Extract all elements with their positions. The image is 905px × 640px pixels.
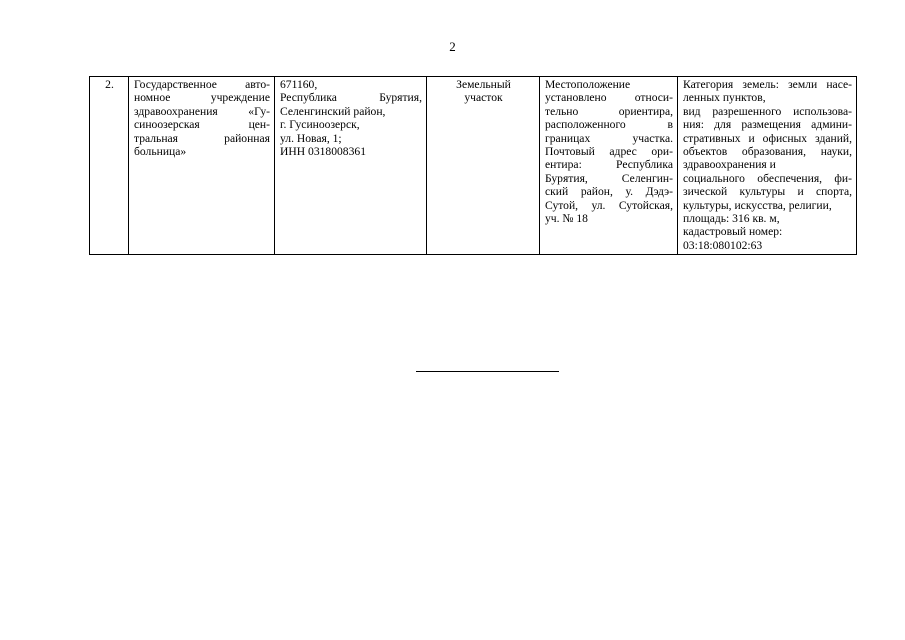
page-number: 2 xyxy=(449,39,456,54)
address-line: ИНН 0318008361 xyxy=(280,145,366,159)
table-row xyxy=(90,77,857,255)
location-line: Бурятия, Селенгин- xyxy=(545,171,673,185)
location-line: Сутой, ул. Сутойская, xyxy=(545,198,673,212)
details-line: ния: для размещения админи- xyxy=(683,118,852,132)
location-line: ский район, у. Дэдэ- xyxy=(545,185,673,199)
details-line: площадь: 316 кв. м, xyxy=(683,212,780,226)
details-line: стративных и офисных зданий, xyxy=(683,131,852,145)
location-line: границах участка. xyxy=(545,131,673,145)
details-line: объектов образования, науки, xyxy=(683,145,852,159)
location-line: уч. № 18 xyxy=(545,212,588,226)
organization-line: Государственное авто- xyxy=(134,78,270,91)
details-line: вид разрешенного использова- xyxy=(683,104,852,118)
details-line: зической культуры и спорта, xyxy=(683,185,852,199)
location-line: ентира: Республика xyxy=(545,158,673,172)
organization-line: номное учреждение xyxy=(134,91,270,105)
details-line: социального обеспечения, фи- xyxy=(683,171,852,185)
organization-line: больница» xyxy=(134,145,187,159)
location-line: тельно ориентира, xyxy=(545,104,673,118)
address-line: г. Гусиноозерск, xyxy=(280,118,360,132)
organization-line: здравоохранения «Гу- xyxy=(134,104,270,118)
cell-organization xyxy=(129,77,275,255)
cell-number: 2. xyxy=(90,77,129,255)
location-line: Местоположение xyxy=(545,78,631,91)
cell-object-type xyxy=(427,77,540,255)
address-line: Селенгинский район, xyxy=(280,104,386,118)
details-line: ленных пунктов, xyxy=(683,91,766,105)
cell-location xyxy=(540,77,678,255)
object-type-line: Земельный xyxy=(456,78,511,91)
details-line: Категория земель: земли насе- xyxy=(683,78,852,91)
details-line: кадастровый номер: xyxy=(683,225,783,239)
cell-address xyxy=(275,77,427,255)
registry-table xyxy=(89,76,857,255)
organization-line: синоозерская цен- xyxy=(134,118,270,132)
location-line: Почтовый адрес ори- xyxy=(545,145,673,159)
location-line: расположенного в xyxy=(545,118,673,132)
organization-line: тральная районная xyxy=(134,131,270,145)
details-line: 03:18:080102:63 xyxy=(683,238,763,252)
address-line: ул. Новая, 1; xyxy=(280,131,342,145)
address-line: Республика Бурятия, xyxy=(280,91,422,105)
separator-line xyxy=(416,371,559,372)
location-line: установлено относи- xyxy=(545,91,673,105)
object-type-line: участок xyxy=(464,91,503,105)
address-line: 671160, xyxy=(280,78,318,91)
details-line: здравоохранения и xyxy=(683,158,776,172)
details-line: культуры, искусства, религии, xyxy=(683,198,832,212)
cell-land-details xyxy=(678,77,857,255)
